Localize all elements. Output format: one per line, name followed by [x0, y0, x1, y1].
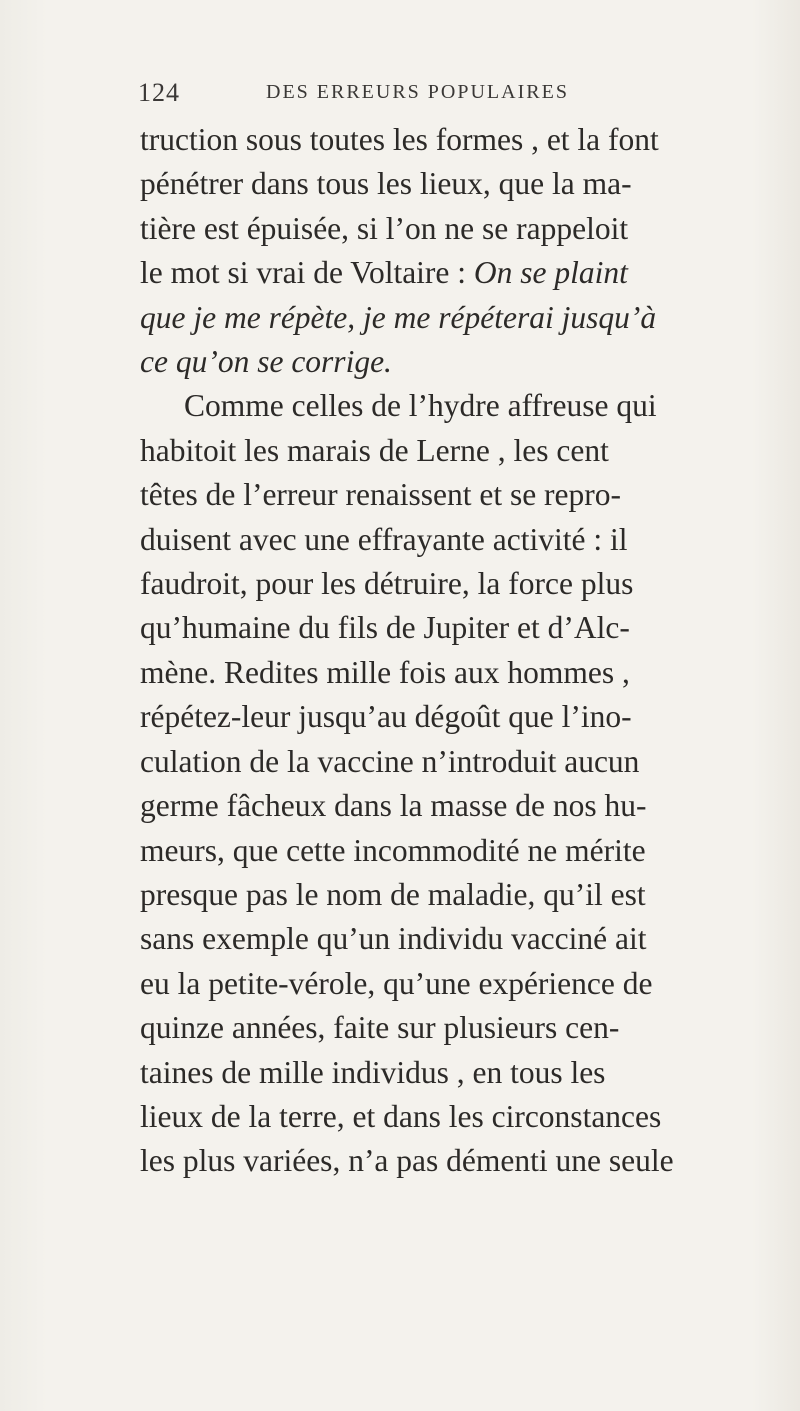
running-head [138, 78, 698, 108]
text-line: les plus variées, n’a pas démenti une seule [140, 1143, 674, 1179]
text-line: culation de la vaccine n’introduit aucun [140, 743, 640, 779]
text-line: truction sous toutes les formes , et la font [140, 122, 659, 157]
text-line: lieux de la terre, et dans les circonstances [140, 1098, 662, 1134]
page-number: 124 [138, 78, 180, 107]
text-line: répétez-leur jusqu’au dégoût que l’ino- [140, 699, 632, 735]
text-line: taines de mille individus , en tous les [140, 1054, 606, 1090]
text-line: habitoit les marais de Lerne , les cent [140, 432, 609, 468]
text-line-quote: que je me répète, je me répéterai jusqu’à [140, 299, 657, 335]
text-line: pénétrer dans tous les lieux, que la ma- [140, 166, 632, 202]
text-line-quote: ce qu’on se corrige. [140, 344, 392, 380]
text-line: têtes de l’erreur renaissent et se repro- [140, 477, 622, 513]
body-text [140, 118, 780, 1184]
text-line: quinze années, faite sur plusieurs cen- [140, 1010, 620, 1046]
text-line: duisent avec une effrayante activité : il [140, 521, 628, 557]
text-line: mène. Redites mille fois aux hommes , [140, 654, 630, 690]
text-line: tière est épuisée, si l’on ne se rappeloit [140, 210, 629, 246]
text-line: qu’humaine du fils de Jupiter et d’Alc- [140, 610, 630, 646]
running-title: DES ERREURS POPULAIRES [266, 81, 569, 103]
text-line: presque pas le nom de maladie, qu’il est [140, 876, 646, 912]
text-line [140, 251, 780, 295]
text-line-italic-tail: On se plaint [473, 255, 628, 291]
text-line-roman: le mot si vrai de Voltaire : [140, 255, 474, 291]
text-line: sans exemple qu’un individu vacciné ait [140, 921, 647, 957]
text-line: faudroit, pour les détruire, la force plus [140, 566, 634, 602]
text-line: germe fâcheux dans la masse de nos hu- [140, 788, 647, 824]
paragraph-start-line: Comme celles de l’hydre affreuse qui [184, 388, 657, 424]
text-line: eu la petite-vérole, qu’une expérience de [140, 965, 653, 1001]
text-line: meurs, que cette incommodité ne mérite [140, 832, 646, 868]
